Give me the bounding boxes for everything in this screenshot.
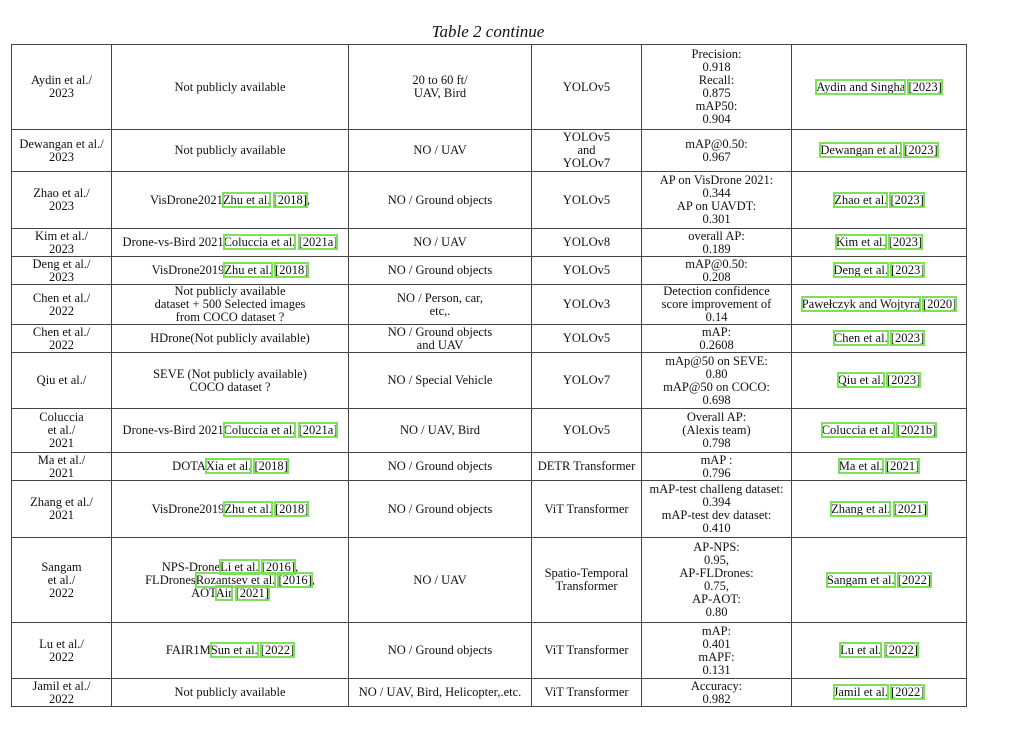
author-cell-line: 2021 xyxy=(49,465,74,480)
metric-cell-line: AP-FLDrones: xyxy=(679,566,754,580)
author-cell xyxy=(12,257,112,285)
metric-cell-line: 0.796 xyxy=(702,465,731,480)
author-cell-line: 2022 xyxy=(49,585,74,600)
dataset-ref-line xyxy=(114,194,346,207)
model-cell-line: YOLOv8 xyxy=(562,235,611,249)
punctuation: , xyxy=(311,572,315,587)
dataset-name: FLDrones xyxy=(145,572,196,587)
author-cell-line: Ma et al./ xyxy=(37,452,86,467)
label-cell xyxy=(349,481,532,538)
metric-cell-line: AP-AOT: xyxy=(692,592,741,606)
metric-cell-line: 0.982 xyxy=(702,691,731,706)
author-cell xyxy=(12,353,112,409)
author-cell-line: Jamil et al./ xyxy=(32,678,91,693)
metric-cell-line: mAP-test dev dataset: xyxy=(661,508,772,522)
citation-link[interactable]: Ma et al. xyxy=(838,459,883,473)
reference-cell xyxy=(792,130,967,172)
model-cell-line: DETR Transformer xyxy=(537,459,636,473)
label-cell-line: NO / Person, car, xyxy=(397,290,483,305)
dataset-cell xyxy=(112,353,349,409)
label-cell xyxy=(349,285,532,325)
metric-cell-line: Overall AP: xyxy=(686,410,747,424)
model-cell-line: YOLOv5 xyxy=(562,79,611,94)
dataset-line: Not publicly available xyxy=(174,284,286,298)
citation-link[interactable]: Li et al. xyxy=(220,559,259,574)
citation-link[interactable]: Deng et al. xyxy=(833,263,889,277)
citation-year-link[interactable]: [2021a] xyxy=(298,423,338,437)
citation-year-link[interactable]: [2022] xyxy=(260,643,295,657)
metric-cell-line: 0.410 xyxy=(702,521,731,535)
table-row xyxy=(12,538,967,623)
metric-cell-line: 0.80 xyxy=(705,366,728,381)
author-cell xyxy=(12,453,112,481)
label-cell-line: 20 to 60 ft/ xyxy=(412,73,468,87)
metric-cell-line: 0.401 xyxy=(702,636,731,651)
dataset-cell xyxy=(112,453,349,481)
citation-link[interactable]: Xia et al. xyxy=(205,459,252,473)
metric-cell-line: Accuracy: xyxy=(690,678,743,693)
author-cell xyxy=(12,172,112,229)
citation-link[interactable]: Zhang et al. xyxy=(831,501,891,516)
model-cell-line: YOLOv3 xyxy=(562,297,611,311)
author-cell xyxy=(12,130,112,172)
author-cell xyxy=(12,679,112,707)
author-cell-line: Aydin et al./ xyxy=(31,73,92,87)
table-row xyxy=(12,623,967,679)
citation-year-link[interactable]: [2023] xyxy=(891,263,925,277)
model-cell xyxy=(532,130,642,172)
punctuation: , xyxy=(306,192,310,207)
metric-cell-line: 0.14 xyxy=(705,310,728,324)
model-cell xyxy=(532,45,642,130)
metric-cell xyxy=(642,623,792,679)
dataset-line: HDrone(Not publicly available) xyxy=(150,331,310,345)
label-cell-line: NO / UAV, Bird xyxy=(399,423,481,437)
metric-cell xyxy=(642,257,792,285)
citation-year-link[interactable]: [2022] xyxy=(891,685,925,699)
dataset-cell xyxy=(112,172,349,229)
reference-cell xyxy=(792,679,967,707)
metric-cell xyxy=(642,353,792,409)
metric-cell xyxy=(642,45,792,130)
model-cell-line: YOLOv7 xyxy=(562,373,611,387)
author-cell-line: 2023 xyxy=(49,86,74,100)
citation-year-link[interactable]: [2018] xyxy=(254,459,288,473)
punctuation: , xyxy=(295,559,299,574)
dataset-ref-line xyxy=(114,644,346,657)
label-cell-line: NO / Ground objects xyxy=(387,192,493,207)
metric-cell-line: 0.75, xyxy=(704,579,729,593)
label-cell xyxy=(349,45,532,130)
label-cell xyxy=(349,229,532,257)
metric-cell-line: AP on VisDrone 2021: xyxy=(659,173,774,187)
author-cell xyxy=(12,409,112,453)
metric-cell-line: AP-NPS: xyxy=(693,540,740,554)
metric-cell-line: Detection confidence xyxy=(663,284,770,298)
dataset-ref-line xyxy=(114,460,346,473)
table-row xyxy=(12,481,967,538)
citation-year-link[interactable]: [2023] xyxy=(908,79,942,94)
dataset-name: FAIR1M xyxy=(165,643,211,657)
author-cell-line: Chen et al./ xyxy=(32,290,91,305)
reference-cell xyxy=(792,409,967,453)
citation-link[interactable]: Rozantsev et al. xyxy=(195,572,276,587)
metric-cell-line: mAP: xyxy=(701,623,732,638)
metric-cell-line: mAP : xyxy=(700,452,733,467)
author-cell xyxy=(12,229,112,257)
dataset-name: VisDrone2019 xyxy=(151,263,225,277)
comparison-table xyxy=(11,44,967,707)
model-cell-line: ViT Transformer xyxy=(544,643,629,657)
author-cell-line: 2021 xyxy=(49,436,74,450)
citation-link[interactable]: Sun et al. xyxy=(210,643,258,657)
dataset-cell xyxy=(112,325,349,353)
citation-link[interactable]: Aydin and Singha xyxy=(816,79,906,94)
dataset-ref-line xyxy=(114,424,346,437)
model-cell xyxy=(532,538,642,623)
label-cell-line: NO / Ground objects xyxy=(387,324,493,339)
author-cell-line: Zhang et al./ xyxy=(30,495,93,509)
label-cell-line: UAV, Bird xyxy=(413,86,467,100)
model-cell-line: YOLOv5 xyxy=(562,192,611,207)
citation-year-link[interactable]: [2023] xyxy=(904,143,938,157)
metric-cell-line: 0.394 xyxy=(702,495,731,509)
dataset-cell xyxy=(112,45,349,130)
label-cell xyxy=(349,172,532,229)
label-cell-line: NO / UAV, Bird, Helicopter,.etc. xyxy=(358,685,522,699)
citation-year-link[interactable]: [2021] xyxy=(235,585,269,600)
author-cell-line: Chen et al./ xyxy=(32,324,91,339)
metric-cell-line: Precision: xyxy=(691,47,742,61)
citation-link[interactable]: Coluccia et al. xyxy=(223,235,296,249)
metric-cell-line: mAP: xyxy=(701,324,732,339)
citation-year-link[interactable]: [2016] xyxy=(278,572,312,587)
author-cell-line: 2023 xyxy=(49,241,74,256)
citation-link[interactable]: Zhu et al. xyxy=(222,192,271,207)
citation-year-link[interactable]: [2023] xyxy=(886,373,921,387)
metric-cell xyxy=(642,285,792,325)
model-cell-line: YOLOv5 xyxy=(562,263,611,277)
citation-year-link[interactable]: [2018] xyxy=(273,192,307,207)
metric-cell xyxy=(642,453,792,481)
dataset-cell xyxy=(112,409,349,453)
citation-year-link[interactable]: [2023] xyxy=(890,331,925,345)
model-cell xyxy=(532,623,642,679)
metric-cell-line: 0.95, xyxy=(704,553,729,567)
author-cell xyxy=(12,285,112,325)
citation-link[interactable]: Dewangan et al. xyxy=(820,143,902,157)
model-cell-line: YOLOv7 xyxy=(562,156,611,170)
metric-cell xyxy=(642,679,792,707)
label-cell-line: NO / Ground objects xyxy=(387,501,493,516)
dataset-name: AOT xyxy=(191,585,216,600)
label-cell xyxy=(349,325,532,353)
author-cell-line: 2022 xyxy=(49,649,74,664)
author-cell-line: Zhao et al./ xyxy=(33,186,90,200)
model-cell xyxy=(532,679,642,707)
model-cell-line: YOLOv5 xyxy=(562,130,611,144)
dataset-ref-line xyxy=(114,264,346,277)
table-row xyxy=(12,679,967,707)
metric-cell xyxy=(642,229,792,257)
citation-link[interactable]: Chen et al. xyxy=(833,331,888,345)
dataset-line: COCO dataset ? xyxy=(189,379,271,394)
label-cell-line: NO / Ground objects xyxy=(387,643,493,657)
metric-cell xyxy=(642,538,792,623)
author-cell-line: et al./ xyxy=(47,423,76,437)
label-cell xyxy=(349,679,532,707)
model-cell xyxy=(532,481,642,538)
table-row xyxy=(12,130,967,172)
model-cell-line: YOLOv5 xyxy=(562,331,611,345)
model-cell xyxy=(532,353,642,409)
reference-cell xyxy=(792,229,967,257)
table-row xyxy=(12,353,967,409)
author-cell-line: 2023 xyxy=(49,269,74,284)
dataset-ref-line xyxy=(114,587,346,600)
citation-year-link[interactable]: [2018] xyxy=(275,501,309,516)
author-cell-line: 2023 xyxy=(49,149,74,164)
citation-link[interactable]: Jamil et al. xyxy=(833,685,889,699)
table-row xyxy=(12,285,967,325)
dataset-ref-line xyxy=(114,574,346,587)
author-cell-line: et al./ xyxy=(47,572,76,587)
reference-cell xyxy=(792,623,967,679)
model-cell xyxy=(532,257,642,285)
metric-cell-line: 0.131 xyxy=(702,662,731,677)
dataset-cell xyxy=(112,679,349,707)
dataset-line: Not publicly available xyxy=(174,79,286,94)
citation-link[interactable]: Zhu et al. xyxy=(224,501,272,516)
label-cell xyxy=(349,409,532,453)
label-cell-line: NO / Ground objects xyxy=(387,263,493,277)
metric-cell-line: mAp@50 on SEVE: xyxy=(665,353,768,368)
table-row xyxy=(12,172,967,229)
label-cell xyxy=(349,453,532,481)
dataset-line: Not publicly available xyxy=(174,685,286,699)
dataset-cell xyxy=(112,538,349,623)
dataset-name: Drone-vs-Bird 2021 xyxy=(122,423,224,437)
metric-cell-line: 0.904 xyxy=(702,112,731,126)
author-cell-line: 2022 xyxy=(49,303,74,318)
author-cell-line: Coluccia xyxy=(39,410,84,424)
citation-link[interactable]: Kim et al. xyxy=(835,235,886,249)
table-row xyxy=(12,325,967,353)
metric-cell-line: 0.80 xyxy=(705,605,728,619)
dataset-cell xyxy=(112,130,349,172)
metric-cell-line: mAP-test challeng dataset: xyxy=(649,482,784,496)
table-row xyxy=(12,229,967,257)
label-cell xyxy=(349,623,532,679)
reference-cell xyxy=(792,45,967,130)
reference-cell xyxy=(792,285,967,325)
citation-link[interactable]: Coluccia et al. xyxy=(821,423,894,437)
table-row xyxy=(12,409,967,453)
reference-cell xyxy=(792,257,967,285)
dataset-cell xyxy=(112,257,349,285)
citation-link[interactable]: Sangam et al. xyxy=(826,572,895,587)
model-cell-line: and xyxy=(577,143,596,157)
label-cell-line: NO / UAV xyxy=(413,235,467,249)
dataset-cell xyxy=(112,285,349,325)
metric-cell-line: overall AP: xyxy=(688,228,745,243)
metric-cell-line: 0.2608 xyxy=(699,337,734,352)
dataset-name: NPS-Drone xyxy=(161,559,221,574)
model-cell-line: ViT Transformer xyxy=(544,501,629,516)
citation-year-link[interactable]: [2022] xyxy=(884,643,918,657)
reference-cell xyxy=(792,325,967,353)
dataset-ref-line xyxy=(114,236,346,249)
dataset-name: VisDrone2019 xyxy=(151,501,225,516)
label-cell xyxy=(349,538,532,623)
dataset-name: Drone-vs-Bird 2021 xyxy=(122,235,224,249)
dataset-name: VisDrone2021 xyxy=(150,192,223,207)
model-cell-line: YOLOv5 xyxy=(562,423,611,437)
dataset-cell xyxy=(112,623,349,679)
model-cell xyxy=(532,325,642,353)
label-cell xyxy=(349,257,532,285)
author-cell-line: Dewangan et al./ xyxy=(19,136,104,151)
citation-year-link[interactable]: [2021a] xyxy=(298,235,338,249)
author-cell-line: Qiu et al./ xyxy=(36,373,87,387)
label-cell-line: NO / Ground objects xyxy=(387,459,493,473)
author-cell-line: 2022 xyxy=(49,337,74,352)
dataset-line: from COCO dataset ? xyxy=(175,310,285,324)
model-cell-line: Spatio-Temporal xyxy=(544,566,629,580)
citation-year-link[interactable]: [2018] xyxy=(275,263,309,277)
citation-year-link[interactable]: [2021] xyxy=(885,459,920,473)
metric-cell-line: 0.698 xyxy=(702,392,731,407)
citation-link[interactable]: Zhao et al. xyxy=(834,192,888,207)
metric-cell xyxy=(642,409,792,453)
model-cell-line: ViT Transformer xyxy=(544,685,629,699)
dataset-line: SEVE (Not publicly available) xyxy=(153,366,307,381)
author-cell xyxy=(12,538,112,623)
citation-link[interactable]: Zhu et al. xyxy=(224,263,272,277)
dataset-line: Not publicly available xyxy=(174,143,286,157)
metric-cell-line: 0.918 xyxy=(702,60,731,74)
reference-cell xyxy=(792,453,967,481)
table-row xyxy=(12,257,967,285)
citation-year-link[interactable]: [2021] xyxy=(893,501,927,516)
reference-cell xyxy=(792,538,967,623)
label-cell-line: and UAV xyxy=(416,337,464,352)
dataset-ref-line xyxy=(114,503,346,516)
dataset-name: DOTA xyxy=(172,459,206,473)
citation-link[interactable]: Pawełczyk and Wojtyra xyxy=(801,297,920,311)
metric-cell-line: 0.875 xyxy=(702,86,731,100)
citation-year-link[interactable]: [2021b] xyxy=(896,423,937,437)
metric-cell-line: (Alexis team) xyxy=(682,423,751,437)
citation-year-link[interactable]: [2023] xyxy=(888,235,923,249)
author-cell xyxy=(12,325,112,353)
label-cell-line: etc,. xyxy=(429,303,451,318)
author-cell-line: 2023 xyxy=(49,199,74,213)
author-cell-line: Deng et al./ xyxy=(32,256,91,271)
label-cell-line: NO / Special Vehicle xyxy=(387,373,493,387)
reference-cell xyxy=(792,353,967,409)
metric-cell-line: AP on UAVDT: xyxy=(676,199,757,213)
label-cell-line: NO / UAV xyxy=(413,143,467,157)
metric-cell-line: 0.208 xyxy=(702,269,731,284)
citation-year-link[interactable]: [2020] xyxy=(922,297,957,311)
metric-cell xyxy=(642,172,792,229)
model-cell xyxy=(532,172,642,229)
reference-cell xyxy=(792,172,967,229)
author-cell-line: Sangam xyxy=(41,559,82,574)
author-cell-line: Kim et al./ xyxy=(34,228,89,243)
author-cell-line: 2021 xyxy=(49,508,74,522)
table-row xyxy=(12,453,967,481)
citation-link[interactable]: Air xyxy=(215,585,233,600)
dataset-line: dataset + 500 Selected images xyxy=(154,297,306,311)
metric-cell-line: mAPF: xyxy=(698,649,735,664)
author-cell-line: Lu et al./ xyxy=(39,636,84,651)
author-cell xyxy=(12,45,112,130)
label-cell xyxy=(349,130,532,172)
metric-cell-line: mAP@0.50: xyxy=(685,256,748,271)
metric-cell-line: mAP@0.50: xyxy=(685,136,748,151)
metric-cell xyxy=(642,481,792,538)
model-cell xyxy=(532,453,642,481)
metric-cell-line: mAP50: xyxy=(695,99,738,113)
metric-cell-line: Recall: xyxy=(698,73,735,87)
author-cell-line: 2022 xyxy=(49,691,74,706)
dataset-cell xyxy=(112,229,349,257)
metric-cell-line: mAP@50 on COCO: xyxy=(663,379,770,394)
metric-cell-line: score improvement of xyxy=(661,297,772,311)
table-caption: Table 2 continue xyxy=(431,22,545,41)
label-cell xyxy=(349,353,532,409)
metric-cell-line: 0.967 xyxy=(702,149,731,164)
metric-cell xyxy=(642,325,792,353)
citation-link[interactable]: Lu et al. xyxy=(840,643,882,657)
author-cell xyxy=(12,623,112,679)
citation-year-link[interactable]: [2022] xyxy=(897,572,932,587)
model-cell xyxy=(532,229,642,257)
metric-cell-line: 0.798 xyxy=(702,436,731,450)
dataset-cell xyxy=(112,481,349,538)
table-row xyxy=(12,45,967,130)
metric-cell-line: 0.301 xyxy=(702,212,731,226)
citation-link[interactable]: Qiu et al. xyxy=(837,373,884,387)
metric-cell xyxy=(642,130,792,172)
label-cell-line: NO / UAV xyxy=(413,572,467,587)
citation-year-link[interactable]: [2016] xyxy=(261,559,296,574)
model-cell xyxy=(532,409,642,453)
citation-year-link[interactable]: [2023] xyxy=(890,192,924,207)
metric-cell-line: 0.189 xyxy=(702,241,731,256)
model-cell xyxy=(532,285,642,325)
citation-link[interactable]: Coluccia et al. xyxy=(223,423,296,437)
reference-cell xyxy=(792,481,967,538)
author-cell xyxy=(12,481,112,538)
metric-cell-line: 0.344 xyxy=(702,186,731,200)
model-cell-line: Transformer xyxy=(555,579,618,593)
